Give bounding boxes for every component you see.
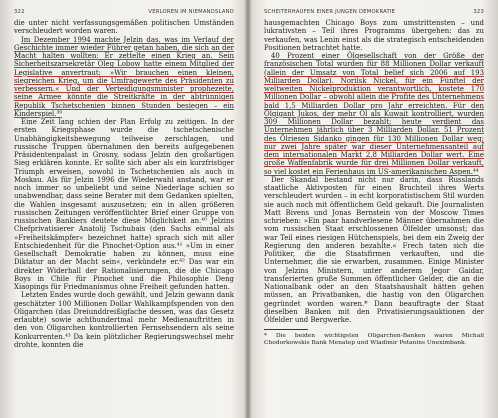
paragraph: Letzten Endes wurde doch gewählt, und Jelzin gewann dank geschätzter 100 Millionen Dollar Wahlkampfspenden von den Oligarchen (das Dreiunddreißigfache dessen, was das Gesetz erlaubte) sowie achthundertmal mehr Medienauftritten in den von Oligarchen kontrollierten Fernsehsendern als seine Konkurrenten.⁴³ Da kein plötzlicher Regierungswechsel mehr drohte, konnten die (14, 291, 234, 349)
left-body-text (14, 19, 234, 349)
paragraph: hausgemachten Chicago Boys zum umstrittensten – und lukrativsten – Teil ihres Programms übergehen: das zu verkaufen, was Lenin einst als die strategisch entscheidenden Positionen betrachtet hatte. (264, 19, 484, 52)
right-running-head (264, 8, 484, 17)
paragraph: die unter nicht verfassungsgemäßen politischen Umständen verschleudert worden waren. (14, 19, 234, 36)
left-running-title: VERLOREN IM NIEMANDSLAND (148, 9, 234, 15)
paragraph: 40 Prozent einer Ölgesellschaft von der Größe der französischen Total wurden für 88 Millionen Dollar verkauft (allein der Umsatz von Total belief sich 2006 auf 193 Milliarden Dollar). Norilsk Nickel, für ein Fünftel der weltweiten Nickelproduktion verantwortlich, kostete 170 Millionen Dollar – obwohl allein die Profite des Unternehmens bald 1,5 Milliarden Dollar pro Jahr erreichten. Für den Ölgigant Jukos, der mehr Öl als Kuwait kontrolliert, wurden 309 Millionen Dollar bezahlt; heute verdient das Unternehmen jährlich über 3 Milliarden Dollar. 51 Prozent des Ölriesen Sidanko gingen für 130 Millionen Dollar weg; nur zwei Jahre später war dieser Unternehmensanteil auf dem internationalen Markt 2,8 Milliarden Dollar wert. Eine große Waffenfabrik wurde für drei Millionen Dollar verkauft, so viel kostet ein Ferienhaus im US-amerikanischen Aspen.⁴⁴ (264, 52, 484, 176)
left-page-number: 322 (14, 9, 25, 15)
right-page (264, 8, 484, 412)
left-page (14, 8, 234, 412)
right-running-title: SCHEITERHAUFEN EINER JUNGEN DEMOKRATIE (264, 9, 396, 15)
right-body-text (264, 19, 484, 324)
footnote: * Die beiden wichtigsten Oligarchen-Banken waren Michail Chodorkowskis Bank Menatep und Wladimir Potanins Uneximbank. (264, 333, 484, 347)
paragraph: Der Skandal bestand nicht nur darin, dass Russlands staatliche Aktivposten für einen Bruchteil ihres Werts verschleudert wurden – in echt korporatistischem Stil wurden sie auch noch mit öffentlichem Geld gekauft. Die Journalisten Matt Bivens und Jonas Bernstein von der Moscow Times schrieben: »Ein paar handverlesene Männer übernahmen die vom russischen Staat erschlossenen Ölfelder umsonst; das war Teil eines riesigen Hütchenspiels, bei dem ein Zweig der Regierung den anderen bezahlte.« Frech taten sich die Politiker, die die Staatsfirmen verkauften, und die Unternehmer, die sie erwarben, zusammen. Einige Minister von Jelzins Ministern, unter anderem Jegor Gaidar, transferierten große Summen öffentlicher Gelder, die an die Nationalbank oder an den Staatshaushalt hätten gehen müssen, an Privatbanken, die hastig von den Oligarchen gegründet worden waren.* Dann beauftragte der Staat dieselben Banken mit den Privatisierungsauktionen der Ölfelder und Bergwerke. (264, 175, 484, 324)
right-page-number: 323 (473, 9, 484, 15)
left-running-head (14, 8, 234, 17)
paragraph: Im Dezember 1994 machte Jelzin das, was im Verlauf der Geschichte immer wieder Führer getan haben, die sich an der Macht halten wollten: Er zettelte einen Krieg an. Sein Sicherheitszarsekretär Oleg Lobow hatte einem Mitglied der Legislative anvertraut: »Wir brauchen einen kleinen, siegreichen Krieg, um die Umfragewerte des Präsidenten zu verbessern.« Und der Verteidigungsminister prophezeite, seine Armee könnte die Streitkräfte in der abtrünnigen Republik Tschetschenien binnen Stunden besiegen – ein Kinderspiel.³⁹ (14, 35, 234, 118)
footnote-divider (264, 329, 308, 330)
paragraph: Eine Zeit lang schien der Plan Erfolg zu zeitigen. In der ersten Kriegsphase wurde die tschetschenische Unabhängigkeitsbewegung teilweise zerschlagen, und russische Truppen übernahmen den bereits aufgegebenen Präsidentenpalast in Grosny, sodass Jelzin den großartigen Sieg erklären konnte. Er sollte sich aber als ein kurzfristiger Triumph erweisen, sowohl in Tschetschenien als auch in Moskau. Als für Jelzin 1996 die Wiederwahl anstand, war er noch immer so unbeliebt und seine Niederlage schien so unabwendbar, dass seine Berater mit dem Gedanken spielten, die Wahlen insgesamt auszusetzen; ein in allen größeren russischen Zeitungen veröffentlichter Brief einer Gruppe von russischen Bankiers deutete diese Möglichkeit an.⁴⁰ Jelzins Chefprivatisierer Anatolij Tschubais (den Sachs einmal als »Freiheitskämpfer« bezeichnet hatte) sprach sich mit aller Entschiedenheit für die Pinochet-Option aus.⁴¹ »Um in einer Gesellschaft Demokratie haben zu können, muss eine Diktatur an der Macht sein«, verkündete er.⁴² Das war ein direkter Widerhall der Rationalisierungen, die die Chicago Boys in Chile für Pinochet und die Philosophie Deng Xiaopings für Friedmanismus ohne Freiheit gefunden hatten. (14, 118, 234, 291)
